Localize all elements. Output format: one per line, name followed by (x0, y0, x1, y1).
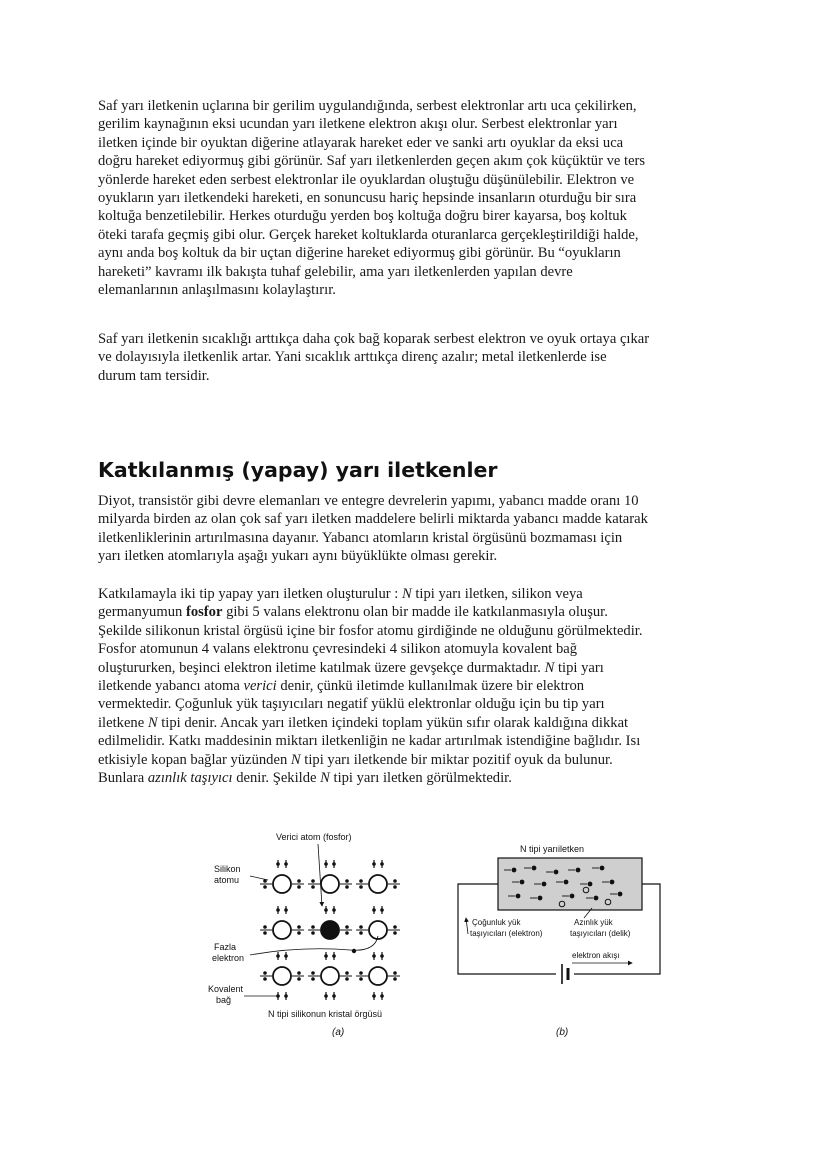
electron-dot (393, 931, 397, 935)
paragraph-line (98, 659, 738, 677)
text-run: durum tam tersidir. (98, 367, 210, 384)
paragraph-line (98, 695, 738, 713)
label-minority-carriers-1: Azınlık yük (574, 918, 613, 927)
hole-carrier (583, 887, 589, 893)
text-run: germanyumun (98, 604, 186, 621)
hole-carrier (605, 899, 611, 905)
text-run: iletkende yabancı atoma (98, 678, 244, 695)
paragraph-intrinsic-conduction (98, 97, 738, 299)
electron-dot (372, 994, 376, 998)
electron-dot (393, 925, 397, 929)
electron-dot (359, 879, 363, 883)
paragraph-line (98, 189, 738, 207)
electron-carrier (618, 892, 623, 897)
paragraph-doping-intro (98, 492, 738, 566)
bold-term: fosfor (185, 604, 223, 621)
paragraph-temperature-effect (98, 330, 738, 385)
paragraph-line (98, 226, 738, 244)
electron-dot (393, 971, 397, 975)
text-run: iletken içinde bir oyuktan diğerine atlayarak hareket eder ve sanki artı oyuklar da eksi uca (98, 134, 624, 151)
italic-term: verici (243, 678, 277, 695)
electron-carrier (554, 870, 559, 875)
paragraph-line (98, 115, 738, 133)
label-extra-electron-2: elektron (212, 953, 245, 963)
text-run: doğru hareket ediyormuş gibi görünür. Saf yarı iletkenlerden geçen akım çok küçüktür ve ters (98, 153, 646, 170)
electron-dot (380, 954, 384, 958)
electron-dot (332, 994, 336, 998)
paragraph-line (98, 732, 738, 750)
electron-dot (297, 971, 301, 975)
paragraph-line (98, 547, 738, 565)
electron-dot (324, 862, 328, 866)
electron-dot (284, 994, 288, 998)
label-majority-carriers-1: Çoğunluk yük (472, 918, 521, 927)
text-run: Fosfor atomunun 4 valans elektronu çevresindeki 4 silikon atomuyla kovalent bağ (98, 641, 578, 658)
paragraph-line (98, 263, 738, 281)
electron-dot (263, 977, 267, 981)
paragraph-line (98, 281, 738, 299)
paragraph-line (98, 603, 738, 621)
silicon-atom (369, 967, 387, 985)
electron-dot (380, 862, 384, 866)
text-run: hareketi” kavramı ilk bakışta tuhaf gelebilir, ama yarı iletkenlerden yapılan devre (98, 263, 573, 280)
extra-electron (352, 949, 356, 953)
italic-term: azınlık taşıyıcı (147, 770, 233, 787)
electron-dot (393, 879, 397, 883)
electron-dot (332, 862, 336, 866)
paragraph-line (98, 769, 738, 787)
label-silicon-atom-2: atomu (214, 875, 240, 885)
label-donor-atom: Verici atom (fosfor) (276, 832, 352, 842)
paragraph-line (98, 714, 738, 732)
text-run: oyukların yarı iletkendeki hareketi, en sonuncusu hariç hepsinde insanların oturduğu bir sıra (98, 190, 637, 207)
electron-dot (324, 954, 328, 958)
electron-dot (372, 908, 376, 912)
tag-a: (a) (332, 1027, 345, 1038)
paragraph-line (98, 751, 738, 769)
electron-dot (345, 879, 349, 883)
text-run: iletkene (98, 714, 148, 731)
paragraph-line (98, 171, 738, 189)
electron-dot (311, 885, 315, 889)
paragraph-line (98, 640, 738, 658)
electron-dot (297, 925, 301, 929)
section-heading: Katkılanmış (yapay) yarı iletkenler (98, 458, 498, 482)
hole-carrier (559, 901, 565, 907)
paragraph-line (98, 585, 738, 603)
electron-carrier (600, 866, 605, 871)
text-run: yönlerde hareket eden serbest elektronlar ile oyuklardan oluştuğu düşünülebilir. Elektron ve (98, 171, 635, 188)
electron-dot (311, 971, 315, 975)
paragraph-line (98, 97, 738, 115)
electron-dot (284, 862, 288, 866)
paragraph-line (98, 529, 738, 547)
text-run: denir. Şekilde (232, 770, 321, 787)
silicon-atom (321, 875, 339, 893)
label-majority-carriers-2: taşıyıcıları (elektron) (470, 929, 543, 938)
electron-dot (380, 994, 384, 998)
electron-carrier (512, 868, 517, 873)
electron-dot (359, 977, 363, 981)
text-run: Bunlara (98, 770, 148, 787)
text-run: yarı iletken atomlarıyla aşağı yukarı aynı büyüklükte olması gerekir. (98, 548, 498, 565)
electron-dot (372, 954, 376, 958)
tag-b: (b) (556, 1027, 569, 1038)
text-run: tipi yarı iletken, silikon veya (411, 586, 583, 602)
electron-carrier (594, 896, 599, 901)
silicon-atom (273, 875, 291, 893)
electron-dot (263, 885, 267, 889)
text-run: aynı anda boş koltuk da bir uçtan diğerine hareket ediyormuş gibi görünür. Bu “oyukların (98, 245, 621, 262)
text-run: tipi yarı iletken görülmektedir. (329, 770, 512, 787)
electron-dot (311, 977, 315, 981)
electron-dot (393, 885, 397, 889)
label-silicon-atom-1: Silikon (214, 864, 241, 874)
lattice-grid (260, 860, 400, 1000)
electron-dot (297, 879, 301, 883)
electron-carrier (532, 866, 537, 871)
electron-dot (345, 885, 349, 889)
paragraph-line (98, 244, 738, 262)
electron-carrier (570, 894, 575, 899)
electron-dot (359, 931, 363, 935)
electron-dot (276, 954, 280, 958)
text-run: ve dolayısıyla iletkenlik artar. Yani sıcaklık arttıkça direnç azalır; metal iletkenlerde ise (98, 349, 607, 366)
electron-dot (297, 931, 301, 935)
text-run: oluştururken, beşinci elektron iletime katılmak üzere gevşekçe durmaktadır. (98, 659, 545, 676)
paragraph-line (98, 622, 738, 640)
electron-dot (393, 977, 397, 981)
label-n-type-semiconductor: N tipi yarıiletken (520, 844, 585, 854)
semiconductor-block (498, 858, 642, 910)
electron-dot (324, 994, 328, 998)
italic-term: N (320, 770, 330, 787)
text-run: elemanlarının anlaşılmasını kolaylaştırır. (98, 282, 336, 299)
text-run: Saf yarı iletkenin sıcaklığı arttıkça daha çok bağ koparak serbest elektron ve oyuk ortaya çıkar (98, 331, 650, 347)
electron-dot (311, 925, 315, 929)
text-run: Diyot, transistör gibi devre elemanları ve entegre devrelerin yapımı, yabancı madde oranı 10 (98, 493, 639, 509)
electron-carrier (610, 880, 615, 885)
label-covalent-bond-2: bağ (216, 995, 232, 1005)
electron-dot (372, 862, 376, 866)
electron-carrier (542, 882, 547, 887)
text-run: iletkenliklerinin artırılmasına dayanır. Yabancı atomların kristal örgüsünü bozmaması için (98, 529, 623, 546)
paragraph-line (98, 207, 738, 225)
electron-dot (359, 925, 363, 929)
electron-carrier (538, 896, 543, 901)
text-run: Katkılamayla iki tip yapay yarı iletken oluşturulur : (98, 586, 402, 602)
text-run: tipi yarı iletkende bir miktar pozitif oyuk da bulunur. (300, 751, 613, 768)
paragraph-line (98, 367, 738, 385)
paragraph-line (98, 348, 738, 366)
text-run: denir, çünkü iletimde kullanılmak üzere bir elektron (276, 678, 585, 695)
electron-dot (359, 885, 363, 889)
text-run: gibi 5 valans elektronu olan bir madde ile katkılanmasıyla oluşur. (222, 604, 608, 621)
silicon-atom (369, 875, 387, 893)
electron-dot (263, 925, 267, 929)
electron-dot (311, 879, 315, 883)
electron-carrier (520, 880, 525, 885)
caption-crystal-lattice: N tipi silikonun kristal örgüsü (268, 1009, 383, 1019)
electron-dot (324, 908, 328, 912)
label-electron-flow: elektron akışı (572, 951, 620, 960)
italic-term: N (147, 714, 158, 731)
electron-dot (297, 977, 301, 981)
silicon-atom (273, 921, 291, 939)
electron-carrier (516, 894, 521, 899)
text-run: tipi yarı (554, 659, 604, 676)
electron-dot (276, 908, 280, 912)
text-run: koltuğa benzetilebilir. Herkes oturduğu yerden boş koltuğa doğru birer kayarsa, boş koltuk (98, 208, 627, 225)
text-run: Şekilde silikonun kristal örgüsü içine bir fosfor atomu girdiğinde ne olduğunu görülmektedir. (98, 622, 643, 639)
paragraph-line (98, 134, 738, 152)
paragraph-n-type (98, 585, 738, 787)
electron-dot (345, 977, 349, 981)
text-run: gerilim kaynağının eksi ucundan yarı iletkene elektron akışı olur. Serbest elektronlar yarı (98, 116, 618, 133)
electron-dot (380, 908, 384, 912)
text-run: tipi denir. Ancak yarı iletken içindeki toplam yükün sıfır olarak kaldığına dikkat (157, 714, 629, 731)
figure-n-type-semiconductor (200, 824, 674, 1048)
silicon-atom (321, 967, 339, 985)
panel-b-circuit (458, 844, 660, 1038)
italic-term: N (290, 751, 301, 768)
electron-dot (311, 931, 315, 935)
text-run: milyarda birden az olan çok saf yarı iletken maddelere belirli miktarda yabancı madde katarak (98, 511, 648, 528)
electron-dot (359, 971, 363, 975)
paragraph-line (98, 330, 738, 348)
text-run: öteki tarafa geçmiş gibi olur. Gerçek hareket koltuklarda oturanlarca gerçekleştirildiği halde, (98, 226, 639, 243)
electron-dot (297, 885, 301, 889)
electron-carrier (564, 880, 569, 885)
electron-dot (284, 954, 288, 958)
electron-dot (284, 908, 288, 912)
label-extra-electron-1: Fazla (214, 942, 237, 952)
electron-dot (345, 925, 349, 929)
italic-term: N (544, 659, 555, 676)
electron-carrier (588, 882, 593, 887)
electron-dot (332, 908, 336, 912)
electron-dot (263, 971, 267, 975)
electron-dot (332, 954, 336, 958)
text-run: Saf yarı iletkenin uçlarına bir gerilim uygulandığında, serbest elektronlar artı uca çekilirken, (98, 98, 637, 114)
silicon-atom (273, 967, 291, 985)
electron-dot (276, 862, 280, 866)
label-covalent-bond-1: Kovalent (208, 984, 244, 994)
paragraph-line (98, 677, 738, 695)
italic-term: N (401, 586, 412, 602)
text-run: etkisiyle kopan bağlar yüzünden (98, 751, 291, 768)
text-run: edilmelidir. Katkı maddesinin miktarı iletkenliğin ne kadar artırılmak istendiğine bağlıdır. Isı (98, 733, 641, 750)
paragraph-line (98, 492, 738, 510)
paragraph-line (98, 510, 738, 528)
electron-dot (345, 931, 349, 935)
electron-dot (345, 971, 349, 975)
panel-a-crystal-lattice (208, 832, 400, 1038)
electron-dot (263, 931, 267, 935)
text-run: vermektedir. Çoğunluk yük taşıyıcıları negatif yüklü elektronlar olduğu için bu tip yarı (98, 696, 605, 713)
paragraph-line (98, 152, 738, 170)
label-minority-carriers-2: taşıyıcıları (delik) (570, 929, 631, 938)
donor-atom (321, 921, 339, 939)
electron-carrier (576, 868, 581, 873)
